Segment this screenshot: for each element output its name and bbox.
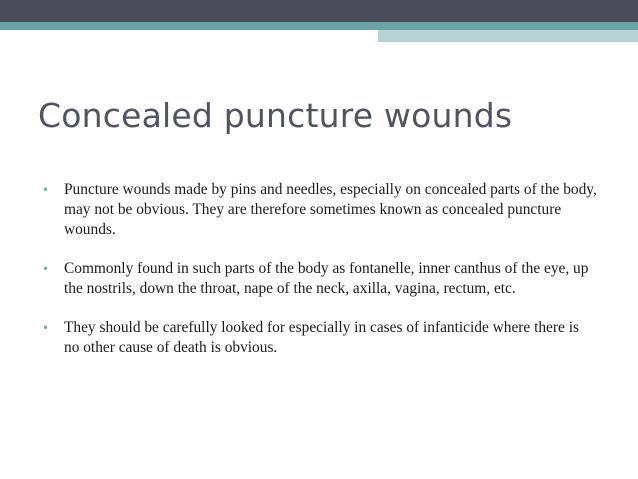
- header-band-teal: [0, 22, 638, 30]
- bullet-text: They should be carefully looked for especially in cases of infanticide where there is no other cause of death is obvious.: [64, 319, 579, 356]
- bullet-item: [42, 318, 598, 358]
- bullet-marker-icon: •: [42, 262, 50, 276]
- bullet-marker-icon: •: [42, 321, 50, 335]
- header-band-dark: [0, 0, 638, 22]
- header-band-light: [378, 30, 638, 42]
- bullet-item: [42, 259, 598, 299]
- bullet-list: [42, 180, 598, 377]
- bullet-text: Puncture wounds made by pins and needles, especially on concealed parts of the body, may not be obvious. They are therefore sometimes known as concealed puncture wounds.: [64, 181, 597, 238]
- bullet-text: Commonly found in such parts of the body as fontanelle, inner canthus of the eye, up the nostrils, down the throat, nape of the neck, axilla, vagina, rectum, etc.: [64, 260, 589, 297]
- slide-title: Concealed puncture wounds: [38, 96, 513, 135]
- bullet-marker-icon: •: [42, 183, 50, 197]
- bullet-item: [42, 180, 598, 240]
